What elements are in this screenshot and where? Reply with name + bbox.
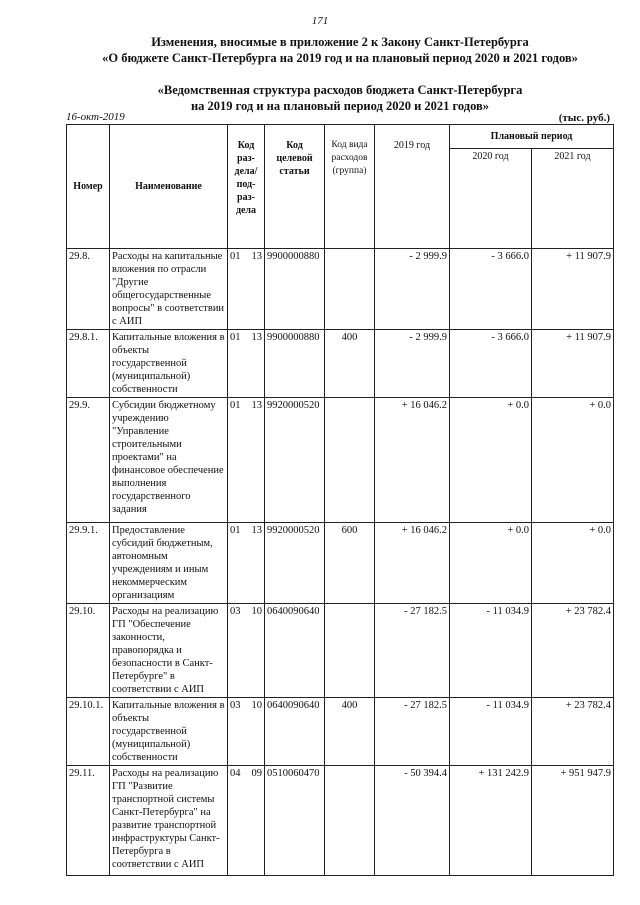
unit-label: (тыс. руб.) <box>558 112 610 124</box>
row-number: 29.9.1. <box>67 523 110 604</box>
title-line-3: «Ведомственная структура расходов бюджета Санкт-Петербурга <box>157 83 523 97</box>
row-value-2019: - 50 394.4 <box>375 766 450 876</box>
header-target-code: Код целевой статьи <box>265 125 325 249</box>
row-section-code <box>228 249 265 330</box>
row-expense-type: 600 <box>325 523 375 604</box>
table-body <box>67 249 614 876</box>
header-expense-type: Код вида расходов (группа) <box>325 125 375 249</box>
row-value-2020: - 3 666.0 <box>450 249 532 330</box>
section-code: 01 <box>230 251 241 262</box>
row-number: 29.9. <box>67 398 110 523</box>
header-2019: 2019 год <box>375 125 450 249</box>
row-name: Субсидии бюджетному учреждению "Управление строительными проектами" на финансовое обеспечение выполнения государственного задания <box>110 398 228 523</box>
row-target-code: 9920000520 <box>265 398 325 523</box>
section-code: 03 <box>230 700 241 711</box>
header-2020: 2020 год <box>450 149 532 249</box>
row-section-code <box>228 604 265 698</box>
subsection-code: 10 <box>251 700 262 711</box>
row-value-2020: - 11 034.9 <box>450 604 532 698</box>
row-value-2020: + 0.0 <box>450 398 532 523</box>
document-title <box>60 34 620 66</box>
header-section-code: Код раз-дела/ под-раз-дела <box>228 125 265 249</box>
table-row <box>67 604 614 698</box>
page-number: 171 <box>311 15 329 27</box>
title-line-1: Изменения, вносимые в приложение 2 к Закону Санкт-Петербурга <box>151 35 529 49</box>
row-number: 29.10.1. <box>67 698 110 766</box>
row-value-2021: + 23 782.4 <box>532 604 614 698</box>
table-row <box>67 523 614 604</box>
row-number: 29.10. <box>67 604 110 698</box>
row-target-code: 9900000880 <box>265 249 325 330</box>
row-target-code: 0640090640 <box>265 698 325 766</box>
row-target-code: 0510060470 <box>265 766 325 876</box>
table-row <box>67 766 614 876</box>
section-code: 01 <box>230 400 241 411</box>
table-row <box>67 698 614 766</box>
row-target-code: 9900000880 <box>265 330 325 398</box>
row-name: Капитальные вложения в объекты государственной (муниципальной) собственности <box>110 698 228 766</box>
section-code: 01 <box>230 525 241 536</box>
row-value-2021: + 951 947.9 <box>532 766 614 876</box>
table-row <box>67 249 614 330</box>
header-2021: 2021 год <box>532 149 614 249</box>
row-value-2019: - 27 182.5 <box>375 604 450 698</box>
subsection-code: 10 <box>251 606 262 617</box>
document-subtitle <box>60 82 620 114</box>
row-name: Расходы на капитальные вложения по отрасли "Другие общегосударственные вопросы" в соответствии с АИП <box>110 249 228 330</box>
row-target-code: 0640090640 <box>265 604 325 698</box>
row-number: 29.8.1. <box>67 330 110 398</box>
subsection-code: 13 <box>251 400 262 411</box>
table-row <box>67 398 614 523</box>
section-code: 01 <box>230 332 241 343</box>
row-expense-type <box>325 249 375 330</box>
row-name: Расходы на реализацию ГП "Обеспечение законности, правопорядка и безопасности в Санкт-Петербурге" в соответствии с АИП <box>110 604 228 698</box>
row-value-2021: + 0.0 <box>532 398 614 523</box>
budget-table <box>66 124 614 876</box>
subsection-code: 09 <box>251 768 262 779</box>
row-expense-type: 400 <box>325 330 375 398</box>
row-expense-type <box>325 604 375 698</box>
row-value-2019: - 2 999.9 <box>375 330 450 398</box>
row-value-2019: + 16 046.2 <box>375 398 450 523</box>
table-row <box>67 330 614 398</box>
row-expense-type <box>325 398 375 523</box>
row-value-2021: + 0.0 <box>532 523 614 604</box>
row-value-2020: + 0.0 <box>450 523 532 604</box>
row-target-code: 9920000520 <box>265 523 325 604</box>
row-section-code <box>228 698 265 766</box>
row-value-2021: + 11 907.9 <box>532 249 614 330</box>
subsection-code: 13 <box>251 525 262 536</box>
row-expense-type: 400 <box>325 698 375 766</box>
header-number: Номер <box>67 125 110 249</box>
subsection-code: 13 <box>251 251 262 262</box>
row-name: Капитальные вложения в объекты государственной (муниципальной) собственности <box>110 330 228 398</box>
header-planned-period: Плановый период <box>450 125 614 149</box>
title-line-2: «О бюджете Санкт-Петербурга на 2019 год и на плановый период 2020 и 2021 годов» <box>102 51 578 65</box>
row-name: Предоставление субсидий бюджетным, автономным учреждениям и иным некоммерческим организациям <box>110 523 228 604</box>
row-value-2021: + 11 907.9 <box>532 330 614 398</box>
row-number: 29.8. <box>67 249 110 330</box>
title-line-4: на 2019 год и на плановый период 2020 и 2021 годов» <box>190 99 490 113</box>
row-value-2020: - 3 666.0 <box>450 330 532 398</box>
row-value-2019: + 16 046.2 <box>375 523 450 604</box>
row-value-2019: - 2 999.9 <box>375 249 450 330</box>
row-name: Расходы на реализацию ГП "Развитие транспортной системы Санкт-Петербурга" на развитие транспортной инфраструктуры Санкт-Петербурга в соответствии с АИП <box>110 766 228 876</box>
row-section-code <box>228 523 265 604</box>
row-section-code <box>228 766 265 876</box>
row-number: 29.11. <box>67 766 110 876</box>
header-name: Наименование <box>110 125 228 249</box>
section-code: 04 <box>230 768 241 779</box>
document-date: 16-окт-2019 <box>66 111 125 123</box>
row-value-2020: - 11 034.9 <box>450 698 532 766</box>
row-value-2019: - 27 182.5 <box>375 698 450 766</box>
row-expense-type <box>325 766 375 876</box>
row-value-2020: + 131 242.9 <box>450 766 532 876</box>
row-section-code <box>228 330 265 398</box>
row-value-2021: + 23 782.4 <box>532 698 614 766</box>
section-code: 03 <box>230 606 241 617</box>
subsection-code: 13 <box>251 332 262 343</box>
row-section-code <box>228 398 265 523</box>
